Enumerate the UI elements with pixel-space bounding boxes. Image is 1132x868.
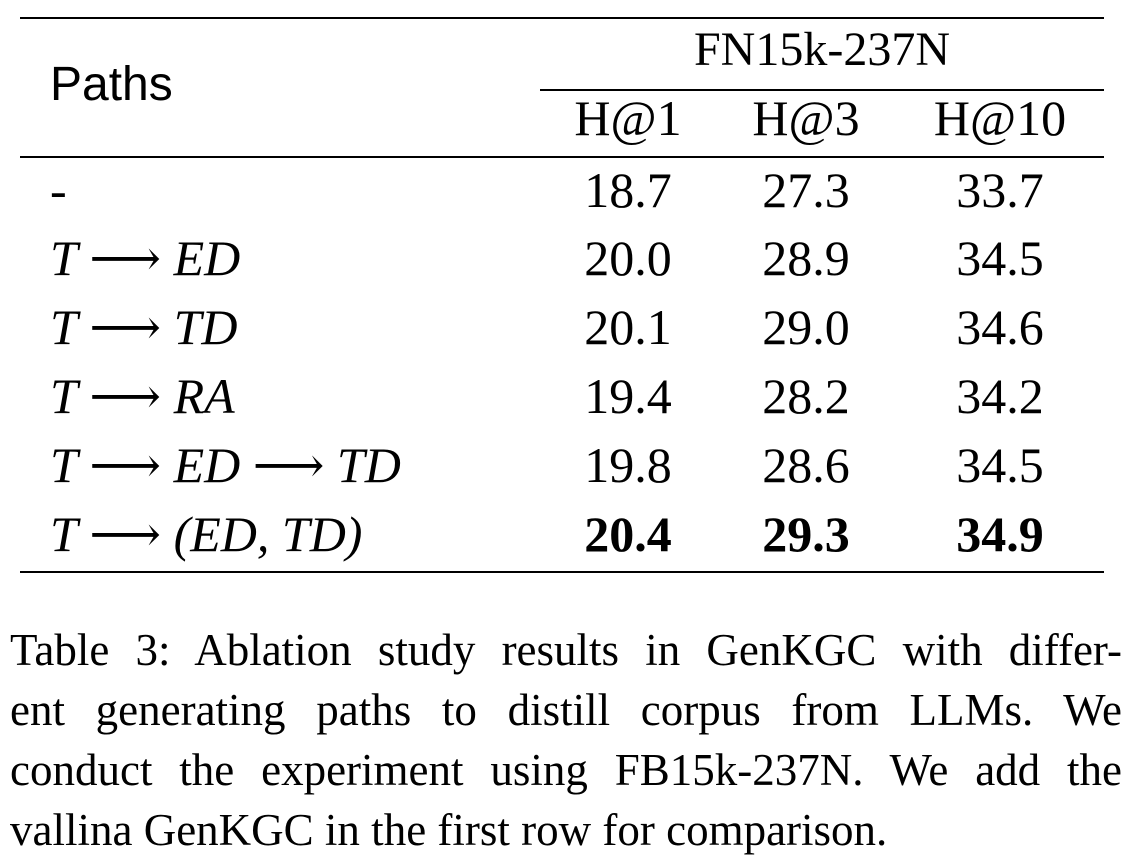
row-path-cell: T ⟶ ED: [50, 230, 241, 286]
row-h1-cell: 19.8: [584, 437, 672, 493]
row-path-cell: T ⟶ ED ⟶ TD: [50, 437, 401, 493]
row-h10-cell: 34.5: [956, 230, 1044, 286]
row-h3-cell: 27.3: [762, 162, 850, 218]
column-header-h3: H@3: [752, 90, 860, 146]
dataset-header: FN15k-237N: [693, 23, 950, 76]
table-caption: [10, 620, 1122, 860]
row-h10-cell: 34.2: [956, 368, 1044, 424]
row-h10-cell: 34.5: [956, 437, 1044, 493]
paths-header: Paths: [50, 58, 173, 111]
row-h1-cell: 20.0: [584, 230, 672, 286]
row-h3-cell: 29.0: [762, 299, 850, 355]
column-header-h1: H@1: [574, 90, 682, 146]
row-h1-cell: 20.1: [584, 299, 672, 355]
row-h3-cell: 28.9: [762, 230, 850, 286]
row-h1-cell: 19.4: [584, 368, 672, 424]
caption-line: ent generating paths to distill corpus from LLMs. We: [10, 685, 1122, 735]
row-path-cell: T ⟶ TD: [50, 299, 238, 355]
row-h1-cell: 18.7: [584, 162, 672, 218]
row-h10-cell: 33.7: [956, 162, 1044, 218]
row-h3-cell: 28.6: [762, 437, 850, 493]
bottom-rule: [20, 571, 1104, 573]
row-h3-cell-best: 29.3: [762, 506, 850, 562]
caption-line: Table 3: Ablation study results in GenKGC with differ-: [10, 625, 1122, 675]
column-header-h10: H@10: [933, 90, 1067, 146]
caption-line: vallina GenKGC in the first row for comparison.: [10, 805, 888, 855]
row-h10-cell-best: 34.9: [956, 506, 1044, 562]
row-h3-cell: 28.2: [762, 368, 850, 424]
row-h1-cell-best: 20.4: [584, 506, 672, 562]
caption-line: conduct the experiment using FB15k-237N. We add the: [10, 745, 1122, 795]
row-path-cell: -: [50, 162, 67, 218]
row-h10-cell: 34.6: [956, 299, 1044, 355]
top-rule: [20, 17, 1104, 19]
header-rule: [20, 156, 1104, 158]
row-path-cell: T ⟶ RA: [50, 368, 235, 424]
row-path-cell: T ⟶ (ED, TD): [50, 506, 363, 562]
